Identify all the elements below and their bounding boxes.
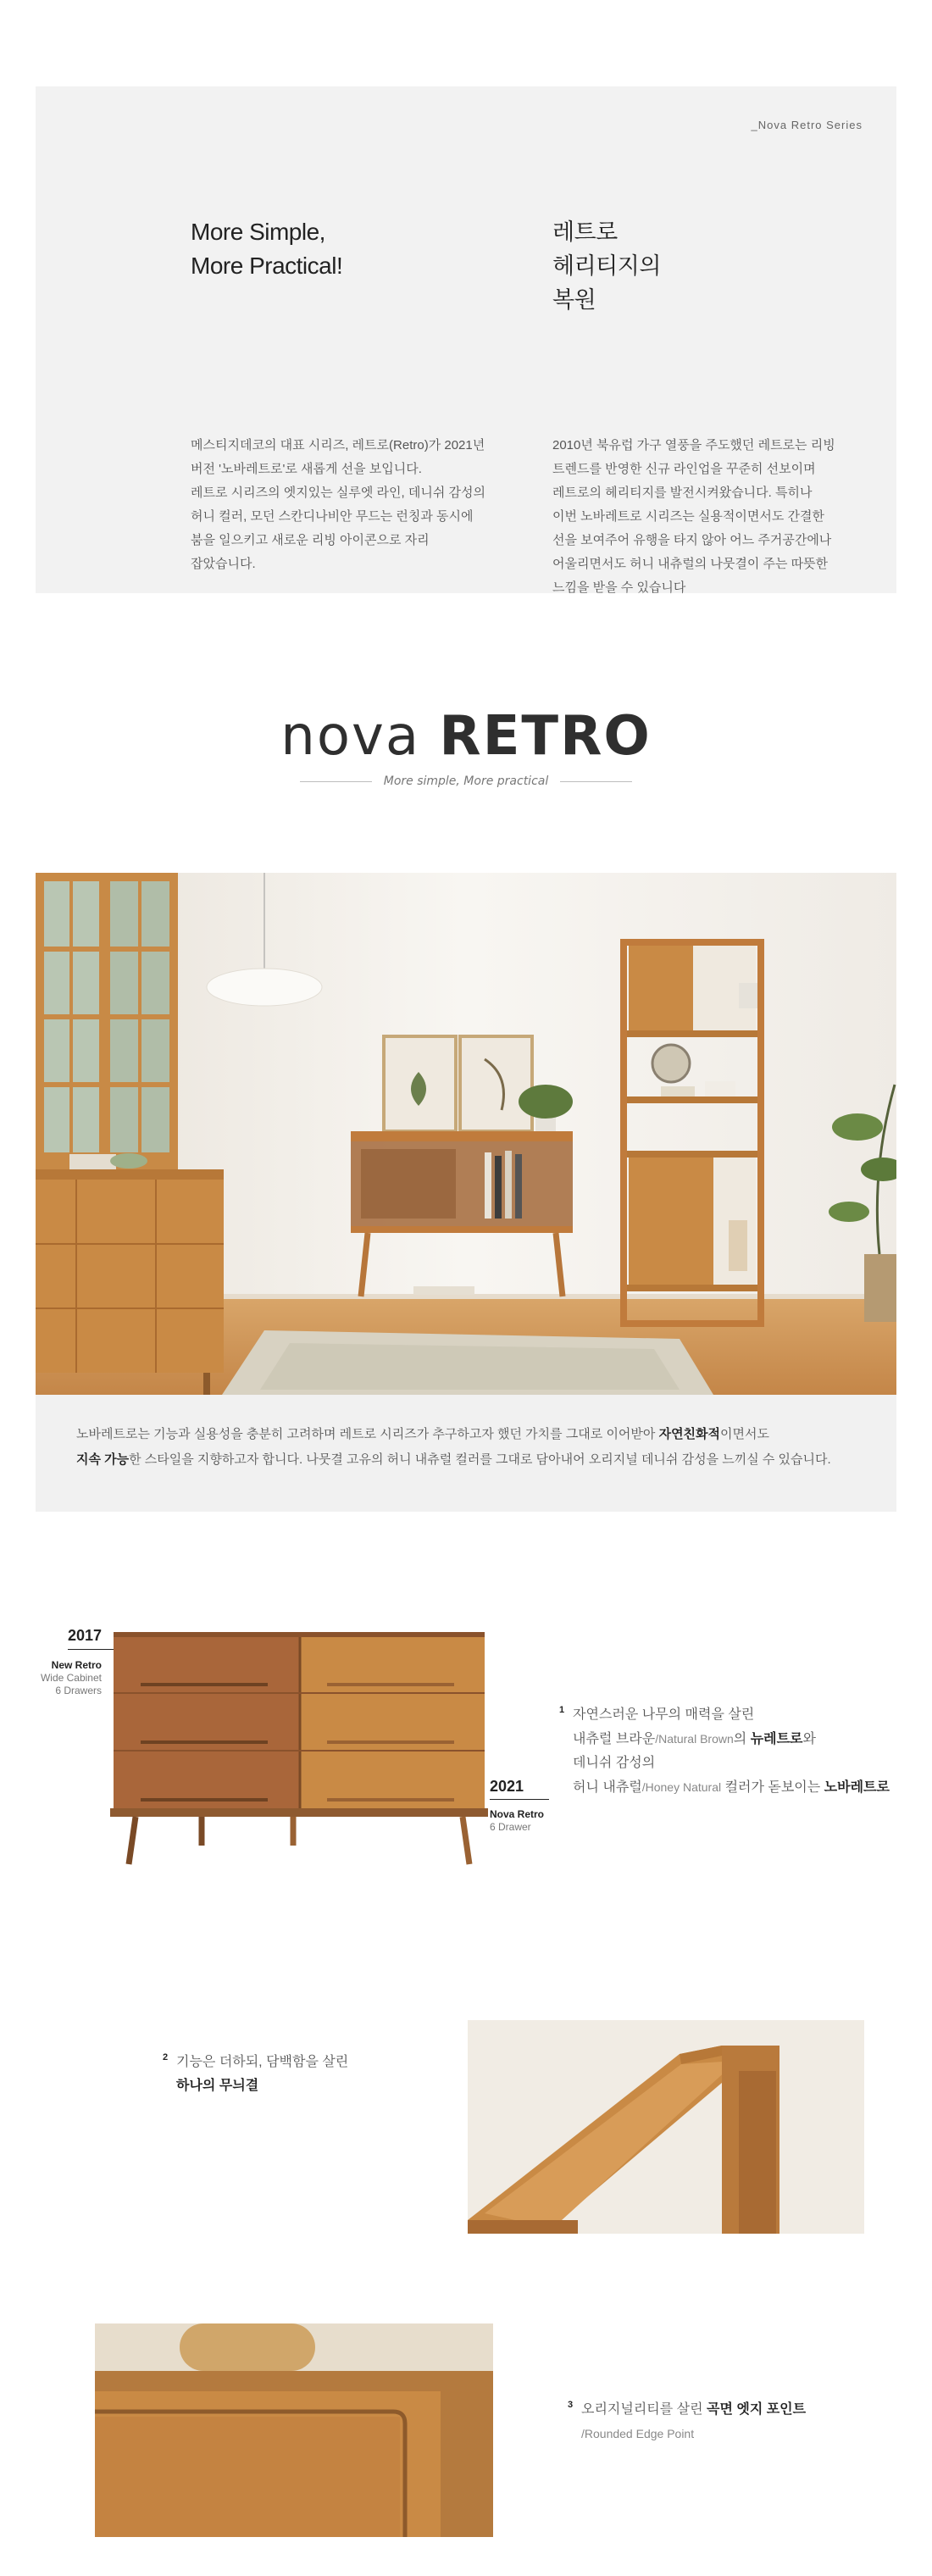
body-line: 어울리면서도 허니 내츄럴의 나뭇결이 주는 따뜻한 (552, 557, 829, 571)
feature-text: 내츄럴 브라운 (573, 1732, 656, 1746)
feature-line: 데니쉬 감성의 (573, 1756, 656, 1770)
body-line: 버전 '노바레트로'로 새롭게 선을 보입니다. (191, 462, 422, 476)
feature-line: 자연스러운 나무의 매력을 살린 (573, 1707, 755, 1722)
intro-right-body (552, 434, 883, 600)
body-line: 허니 컬러, 모던 스칸디나비안 무드는 런칭과 동시에 (191, 509, 474, 524)
feature-english: /Natural Brown (655, 1732, 734, 1746)
feature-line (573, 1775, 890, 1800)
english-heading (191, 215, 513, 283)
heading-line: 복원 (552, 287, 596, 313)
feature-text: 의 (733, 1732, 751, 1746)
concept-caption (36, 1395, 896, 1512)
caption-text: 노바레트로는 기능과 실용성을 충분히 고려하며 레트로 시리즈가 추구하고자 했던 가치를 그대로 이어받아 (76, 1427, 659, 1441)
old-model-name: New Retro (51, 1659, 102, 1671)
body-line: 레트로의 헤리티지를 발전시켜왔습니다. 특히나 (552, 486, 813, 500)
intro-left-body (191, 434, 530, 576)
new-model-label (490, 1808, 566, 1834)
feature-number: 3 (568, 2400, 574, 2410)
feature-line (573, 1727, 890, 1752)
rounded-edge-photo (95, 2323, 493, 2537)
year-2017-label: 2017 (68, 1627, 103, 1644)
feature-text: 오리지널리티를 살린 (581, 2402, 707, 2417)
heading-line: 헤리티지의 (552, 253, 661, 279)
logo-word-retro: RETRO (439, 705, 652, 768)
feature-emphasis: 곡면 엣지 포인트 (707, 2402, 807, 2417)
feature-emphasis: 노바레트로 (824, 1780, 890, 1795)
series-tag: _Nova Retro Series (751, 119, 863, 131)
living-room-photo (36, 873, 896, 1395)
brand-logo-area (0, 705, 932, 768)
heading-line: More Practical! (191, 253, 343, 279)
heading-line: More Simple, (191, 219, 325, 245)
nova-retro-logo (280, 705, 652, 768)
logo-word-nova: nova (280, 705, 421, 768)
feature-2 (163, 2051, 349, 2098)
body-line: 2010년 북유럽 가구 열풍을 주도했던 레트로는 리빙 (552, 438, 835, 452)
new-model-name: Nova Retro (490, 1808, 545, 1820)
intro-right-column (552, 215, 874, 595)
heading-line: 레트로 (552, 219, 618, 245)
feature-text: 컬러가 돋보이는 (721, 1780, 824, 1795)
caption-emphasis: 자연친화적 (658, 1427, 721, 1441)
feature-line: 기능은 더하되, 담백함을 살린 (176, 2055, 349, 2069)
old-model-label (34, 1659, 102, 1697)
old-model-desc: Wide Cabinet (40, 1672, 102, 1684)
old-model-desc: 6 Drawers (55, 1685, 102, 1696)
body-line: 느낌을 받을 수 있습니다 (552, 580, 686, 595)
korean-heading (552, 215, 874, 317)
tabletop-detail-photo (468, 2020, 864, 2234)
tagline-row (0, 774, 932, 788)
feature-english: /Honey Natural (641, 1780, 722, 1794)
feature-emphasis: 하나의 무늬결 (176, 2079, 259, 2093)
cabinet-comparison-image (107, 1627, 491, 1873)
caption-emphasis: 지속 가능 (76, 1452, 130, 1467)
intro-left-column (191, 215, 513, 571)
body-line: 붐을 일으키고 새로운 리빙 아이콘으로 자리 (191, 533, 430, 547)
new-model-desc: 6 Drawer (490, 1821, 531, 1833)
body-line: 트렌드를 반영한 신규 라인업을 꾸준히 선보이며 (552, 462, 816, 476)
feature-english: /Rounded Edge Point (581, 2427, 695, 2440)
caption-line-2 (76, 1447, 896, 1473)
feature-text: 와 (802, 1732, 816, 1746)
divider (300, 781, 372, 782)
feature-3 (568, 2398, 807, 2446)
year-2021-label: 2021 (490, 1778, 524, 1795)
model-comparison (0, 1610, 932, 1890)
feature-emphasis: 뉴레트로 (750, 1732, 803, 1746)
feature-number: 1 (559, 1705, 565, 1715)
caption-line-1 (76, 1422, 896, 1447)
feature-text: 허니 내츄럴 (573, 1780, 642, 1795)
feature-1 (559, 1703, 890, 1800)
body-line: 잡았습니다. (191, 557, 256, 571)
divider (560, 781, 632, 782)
feature-number: 2 (163, 2052, 169, 2062)
brand-tagline: More simple, More practical (383, 774, 549, 788)
body-line: 선을 보여주어 유행을 타지 않아 어느 주거공간에나 (552, 533, 832, 547)
body-line: 메스티지데코의 대표 시리즈, 레트로(Retro)가 2021년 (191, 438, 485, 452)
caption-text: 이면서도 (720, 1427, 769, 1441)
intro-panel (36, 86, 896, 593)
caption-text: 한 스타일을 지향하고자 합니다. 나뭇결 고유의 허니 내츄럴 컬러를 그대로 담아내어 오리지널 데니쉬 감성을 느끼실 수 있습니다. (129, 1452, 831, 1467)
year-rule (490, 1799, 549, 1800)
body-line: 레트로 시리즈의 엣지있는 실루엣 라인, 데니쉬 감성의 (191, 486, 485, 500)
body-line: 이번 노바레트로 시리즈는 실용적이면서도 간결한 (552, 509, 824, 524)
